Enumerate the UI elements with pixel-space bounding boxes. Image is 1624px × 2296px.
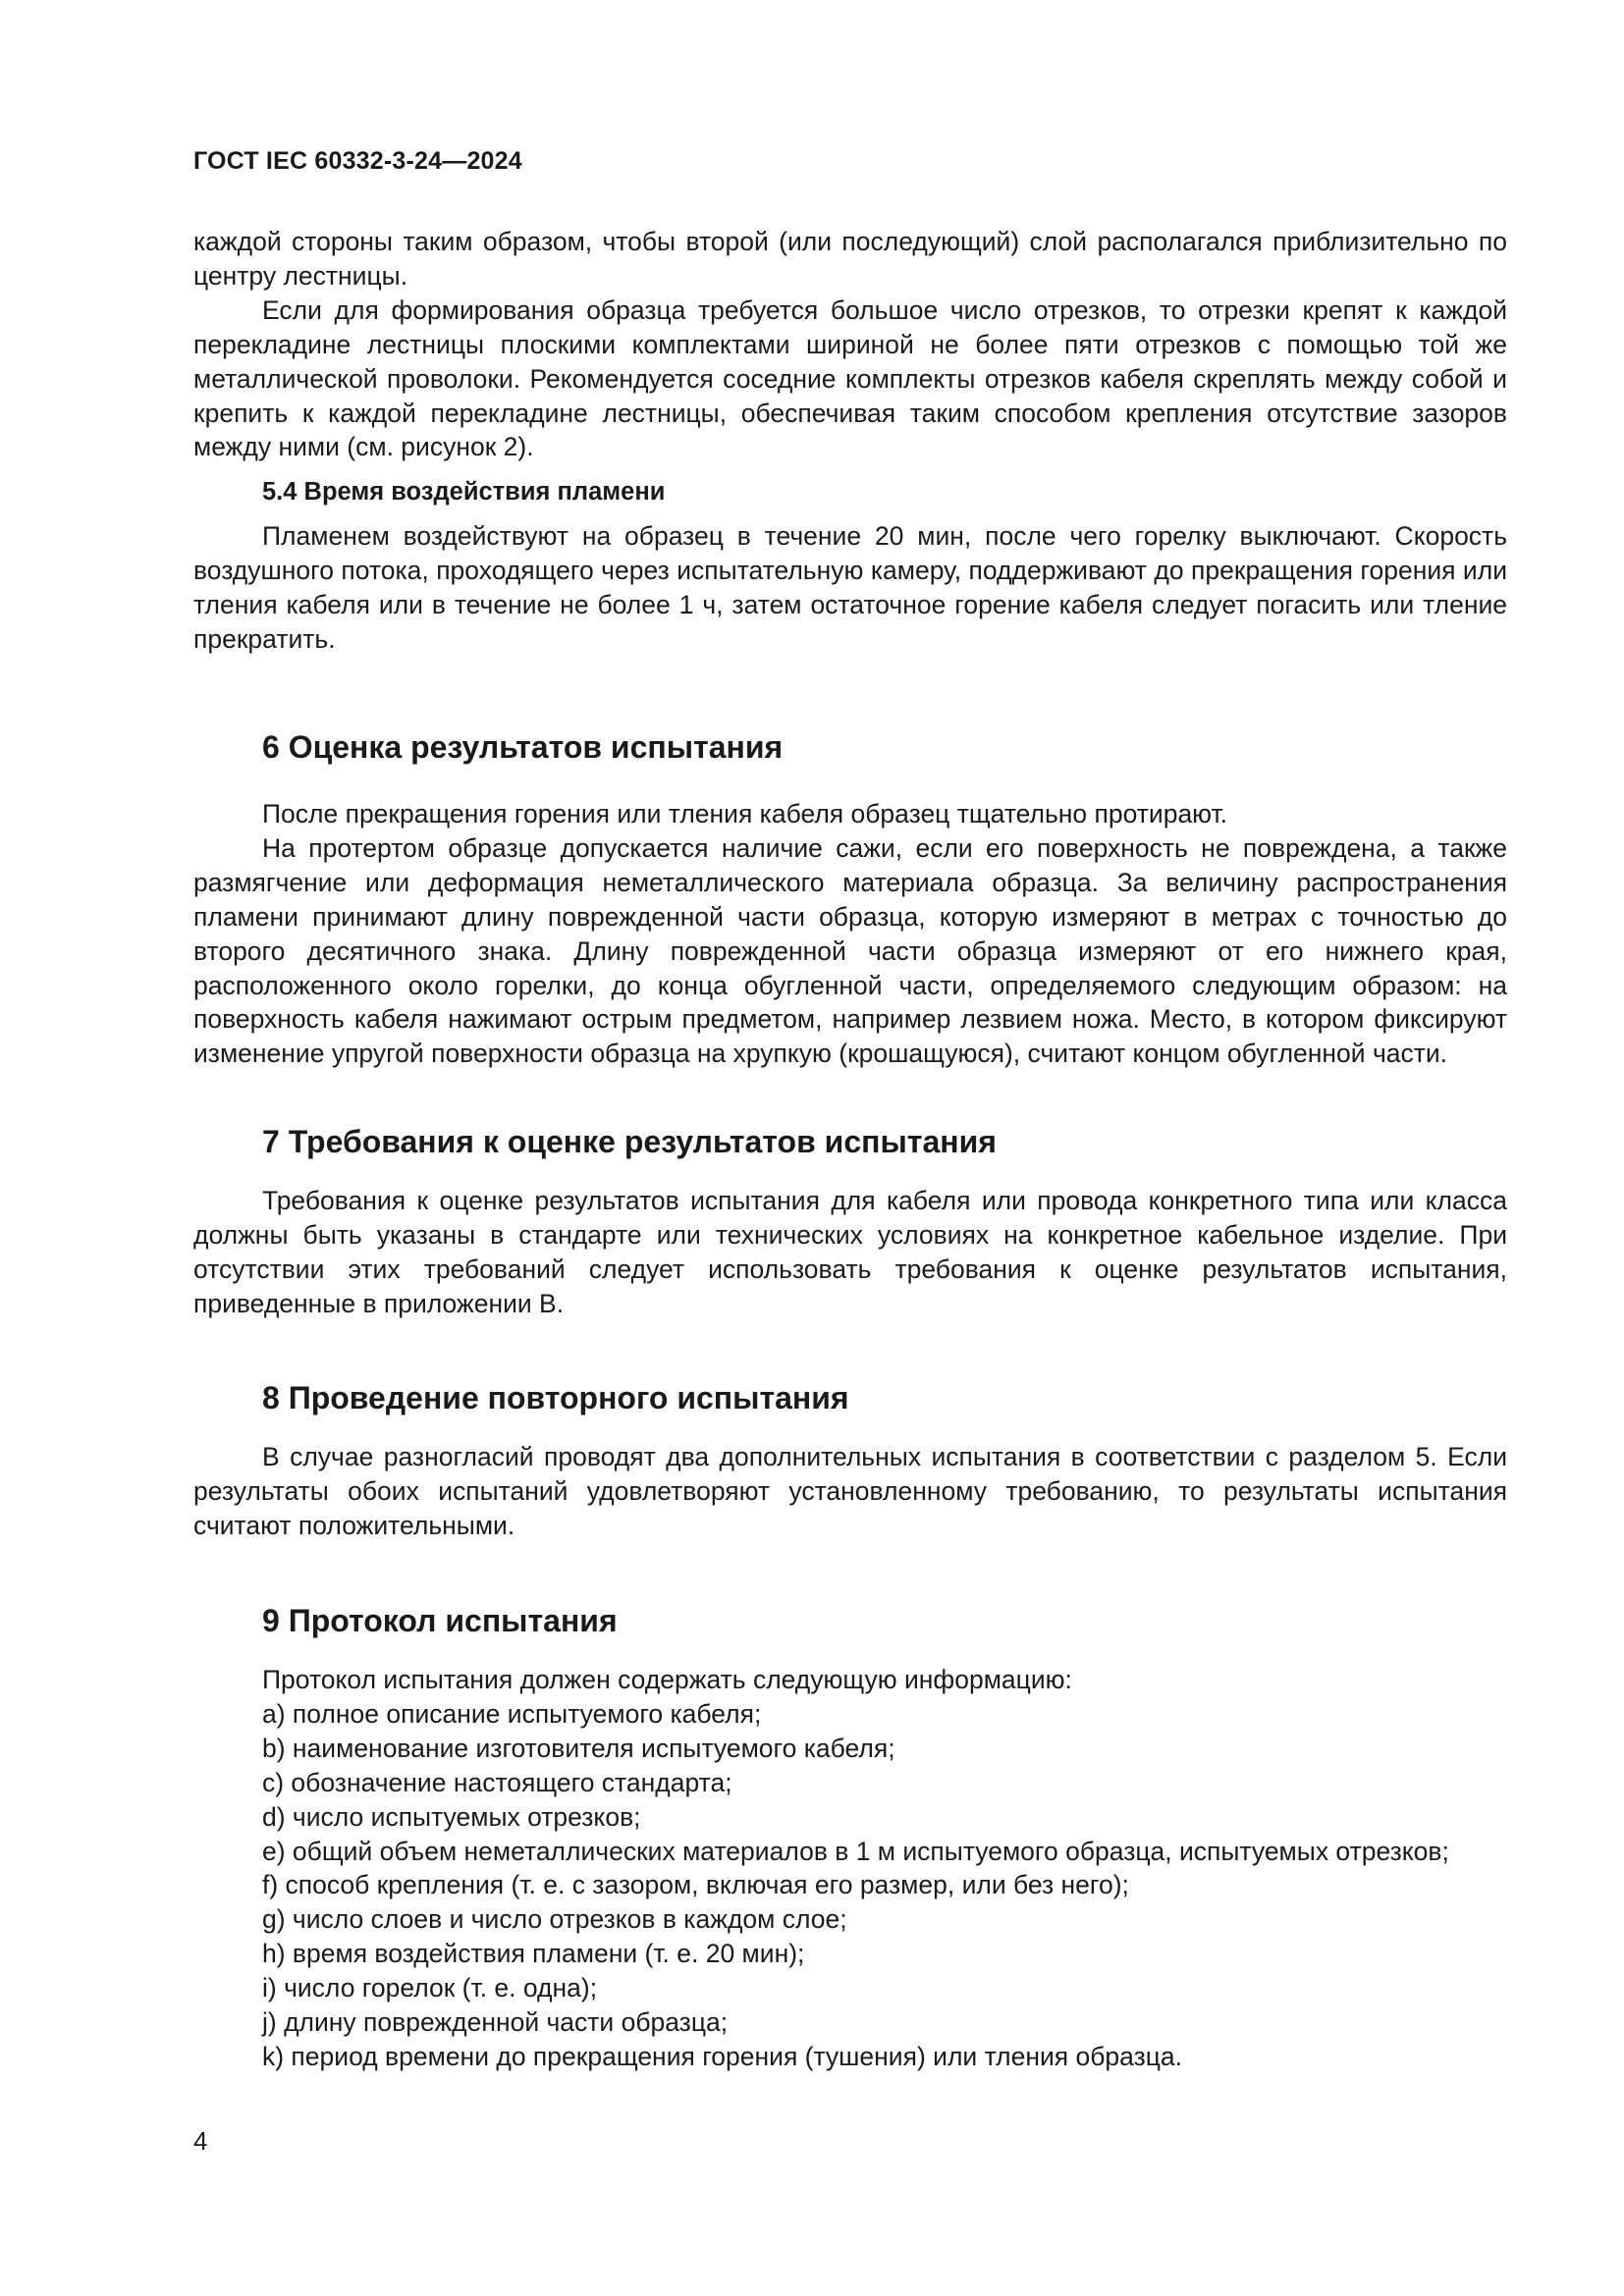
page-number: 4 xyxy=(193,2126,208,2156)
list-item: k) период времени до прекращения горения (тушения) или тления образца. xyxy=(262,2041,1182,2071)
section-heading: 8 Проведение повторного испытания xyxy=(262,1380,849,1415)
list-item: b) наименование изготовителя испытуемого кабеля; xyxy=(262,1733,895,1763)
section-heading: 7 Требования к оценке результатов испытания xyxy=(262,1124,997,1159)
list-item: f) способ крепления (т. е. с зазором, включая его размер, или без него); xyxy=(262,1870,1129,1900)
subsection-title: 5.4 Время воздействия пламени xyxy=(262,478,666,507)
section-8 xyxy=(193,1378,1507,1543)
list-item: a) полное описание испытуемого кабеля; xyxy=(262,1698,762,1729)
list-item: g) число слоев и число отрезков в каждом слое; xyxy=(262,1904,847,1935)
paragraph: Пламенем воздействуют на образец в течение 20 мин, после чего горелку выключают. Скорость воздушного потока, проходящего через испытательную камеру, поддерживают до прекращения горения или тления кабеля или в течение не более 1 ч, затем остаточное горение кабеля следует погасить или тление прекратить. xyxy=(193,521,1507,655)
section-heading: 9 Протокол испытания xyxy=(262,1603,618,1638)
list-item: i) число горелок (т. е. одна); xyxy=(262,1973,598,2003)
paragraph: После прекращения горения или тления кабеля образец тщательно протирают. xyxy=(262,799,1228,828)
document-header: ГОСТ IEC 60332-3-24—2024 xyxy=(193,147,522,175)
continuation-block xyxy=(193,225,1507,657)
paragraph: На протертом образце допускается наличие сажи, если его поверхность не повреждена, а также размягчение или деформация неметаллического материала образца. За величину распространения пламени принимают длину поврежденной части образца, которую измеряют в метрах с точностью до второго десятичного знака. Длину поврежденной части образца измеряют от его нижнего края, расположенного около горелки, до конца обугленной части, определяемого следующим образом: на поверхность кабеля нажимают острым предметом, например лезвием ножа. Место, в котором фиксируют изменение упругой поверхности образца на хрупкую (крошащуюся), считают концом обугленной части. xyxy=(193,832,1507,1069)
paragraph: Протокол испытания должен содержать следующую информацию: xyxy=(262,1665,1072,1694)
paragraph: каждой стороны таким образом, чтобы второй (или последующий) слой располагался приблизительно по центру лестницы. xyxy=(193,227,1507,291)
section-heading: 6 Оценка результатов испытания xyxy=(262,729,784,765)
list-item: h) время воздействия пламени (т. е. 20 мин); xyxy=(262,1939,805,1969)
section-9 xyxy=(193,1601,1507,2074)
paragraph: В случае разногласий проводят два дополнительных испытания в соответствии с разделом 5. Если результаты обоих испытаний удовлетворяют установленному требованию, то результаты испытания считают положительными. xyxy=(193,1442,1507,1540)
list-item: c) обозначение настоящего стандарта; xyxy=(262,1767,732,1797)
list-item: e) общий объем неметаллических материалов в 1 м испытуемого образца, испытуемых отрезков; xyxy=(262,1836,1449,1866)
paragraph: Требования к оценке результатов испытания для кабеля или провода конкретного типа или класса должны быть указаны в стандарте или технических условиях на конкретное кабельное изделие. При отсутствии этих требований следует использовать требования к оценке результатов испытания, приведенные в приложении В. xyxy=(193,1186,1507,1318)
list-item: j) длину поврежденной части образца; xyxy=(262,2007,729,2038)
section-7 xyxy=(193,1122,1507,1321)
list-item: d) число испытуемых отрезков; xyxy=(262,1801,641,1832)
section-6 xyxy=(193,727,1507,1071)
paragraph: Если для формирования образца требуется большое число отрезков, то отрезки крепят к каждой перекладине лестницы плоскими комплектами шириной не более пяти отрезков с помощью той же металлической проволоки. Рекомендуется соседние комплекты отрезков кабеля скреплять между собой и крепить к каждой перекладине лестницы, обеспечивая таким способом крепления отсутствие зазоров между ними (см. рисунок 2). xyxy=(193,294,1507,462)
